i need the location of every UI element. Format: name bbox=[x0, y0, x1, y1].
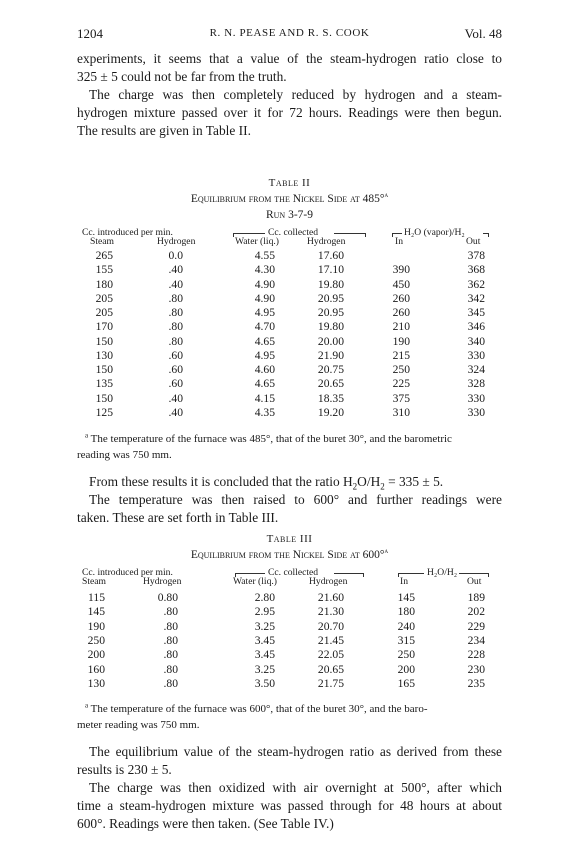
table3-row-cell: 3.45 bbox=[254, 648, 275, 662]
table2-row-cell: 4.90 bbox=[254, 277, 275, 291]
table2-row-cell: 328 bbox=[467, 377, 485, 391]
text-line: From these results it is concluded that the ratio H bbox=[89, 474, 353, 489]
footnote-line: reading was 750 mm. bbox=[77, 449, 172, 461]
table3-row-cell: .80 bbox=[163, 605, 178, 619]
table2-row-cell: 4.35 bbox=[254, 405, 275, 419]
table3-row-cell: .80 bbox=[163, 633, 178, 647]
table3-collected-brace-right bbox=[334, 573, 364, 574]
table3-header-hydrogen: Hydrogen bbox=[143, 576, 182, 587]
text-line: hydrogen mixture passed over it for 72 hours. Readings were then begun. bbox=[77, 105, 502, 120]
table2-row-cell: 378 bbox=[467, 249, 485, 262]
table2-row-cell: .60 bbox=[168, 377, 183, 391]
table2-row-cell: .60 bbox=[168, 363, 183, 376]
table2-row-cell: 215 bbox=[392, 348, 410, 362]
table2-row-cell: 4.65 bbox=[254, 377, 275, 391]
table2-row-cell: 4.90 bbox=[254, 291, 275, 305]
table3-header-collected: Cc. collected bbox=[268, 567, 319, 578]
table3-row-cell: 202 bbox=[467, 605, 485, 619]
table3-row-cell: 229 bbox=[467, 619, 485, 633]
running-head-authors: R. N. PEASE AND R. S. COOK bbox=[209, 27, 370, 39]
table2-row-cell: 190 bbox=[392, 334, 410, 348]
table2-row-cell: 17.60 bbox=[317, 249, 344, 262]
text-line: time a steam-hydrogen mixture was passed through for 48 hours at about bbox=[77, 798, 502, 813]
table2-row-cell: 19.80 bbox=[317, 320, 344, 334]
table3-row-cell: 200 bbox=[87, 648, 105, 662]
table2-row-cell: .60 bbox=[168, 348, 183, 362]
table2-row-cell: 20.75 bbox=[317, 363, 344, 376]
table2-row-cell: 20.95 bbox=[317, 291, 344, 305]
table2-row-cell: 362 bbox=[467, 277, 485, 291]
table2-row-cell: 368 bbox=[467, 263, 485, 277]
table3-row-cell: 315 bbox=[397, 633, 415, 647]
table2-header-introduced: Cc. introduced per min. bbox=[82, 227, 173, 238]
table3-caption-text: Equilibrium from the Nickel Side at 600° bbox=[190, 549, 385, 561]
text-line: The charge was then completely reduced by hydrogen and a steam- bbox=[89, 87, 502, 102]
table3-header-steam: Steam bbox=[82, 576, 106, 587]
table2-row-cell: 20.65 bbox=[317, 377, 344, 391]
subscript: 2 bbox=[352, 481, 358, 492]
table2-row-cell: .80 bbox=[168, 306, 183, 319]
table3-row-cell: 145 bbox=[397, 591, 415, 604]
table3-ratio-brace-right bbox=[459, 573, 489, 574]
table2-row-cell: 19.80 bbox=[317, 277, 344, 291]
table3-row-cell: 180 bbox=[397, 605, 415, 619]
table2-row-cell: .80 bbox=[168, 334, 183, 348]
table3-footnote bbox=[77, 701, 502, 733]
table2-row-cell: 205 bbox=[95, 291, 113, 305]
table2-caption bbox=[77, 193, 502, 205]
table2-row-cell: 450 bbox=[392, 277, 410, 291]
table3-row-cell: 230 bbox=[467, 662, 485, 676]
table2-row-cell: 330 bbox=[467, 405, 485, 419]
table3-row-cell: 3.50 bbox=[254, 676, 275, 690]
table2-row-cell: 4.65 bbox=[254, 334, 275, 348]
paragraph-equilibrium-600 bbox=[77, 743, 502, 779]
table3-row-cell: 2.95 bbox=[254, 605, 275, 619]
table2-row-cell: 150 bbox=[95, 391, 113, 405]
table2-row-cell: .80 bbox=[168, 320, 183, 334]
paragraph-reduction bbox=[77, 86, 502, 140]
table2-row-cell: 4.55 bbox=[254, 249, 275, 262]
table3-row-cell: 3.25 bbox=[254, 619, 275, 633]
table3-label: Table III bbox=[266, 533, 313, 545]
table3-row-cell: .80 bbox=[163, 619, 178, 633]
table3-row-cell: .80 bbox=[163, 676, 178, 690]
table3-footnote-marker: a bbox=[85, 701, 89, 710]
table3-row-cell: 21.45 bbox=[317, 633, 344, 647]
table3-row-cell: 0.80 bbox=[157, 591, 178, 604]
table2-row-cell: 4.95 bbox=[254, 348, 275, 362]
table2-row-cell: 20.95 bbox=[317, 306, 344, 319]
table2-row-cell: 150 bbox=[95, 334, 113, 348]
table2-row-cell: 19.20 bbox=[317, 405, 344, 419]
table2-row-cell: 330 bbox=[467, 348, 485, 362]
text-fragment: = 335 ± 5. bbox=[384, 474, 444, 489]
table2-row-cell: 21.90 bbox=[317, 348, 344, 362]
paragraph-continuation bbox=[77, 50, 502, 86]
table3-row-cell: 2.80 bbox=[254, 591, 275, 604]
table2-caption-marker: a bbox=[384, 191, 389, 200]
table3-header-in: In bbox=[400, 576, 408, 587]
table2-header-steam: Steam bbox=[90, 236, 114, 247]
text-line: taken. These are set forth in Table III. bbox=[77, 510, 279, 525]
table2-row-cell: 375 bbox=[392, 391, 410, 405]
table3-header-introduced: Cc. introduced per min. bbox=[82, 567, 173, 578]
table2-row-cell: 210 bbox=[392, 320, 410, 334]
text-line: The temperature was then raised to 600° and further readings were bbox=[89, 492, 502, 507]
table2-row-cell: 260 bbox=[392, 291, 410, 305]
footnote-line: The temperature of the furnace was 600°, that of the buret 30°, and the baro- bbox=[88, 703, 428, 715]
table2-row-cell: .40 bbox=[168, 263, 183, 277]
table2-collected-brace-right bbox=[334, 233, 366, 234]
table2-header-hydrogen2: Hydrogen bbox=[307, 236, 346, 247]
table2-header-water: Water (liq.) bbox=[235, 236, 279, 247]
text-line: experiments, it seems that a value of the steam-hydrogen ratio close to bbox=[77, 51, 502, 66]
table2-row-cell: 4.95 bbox=[254, 306, 275, 319]
text-fragment: O/H bbox=[357, 474, 381, 489]
table2-row-cell: .40 bbox=[168, 405, 183, 419]
table2-row-cell: 324 bbox=[467, 363, 485, 376]
text-line: The charge was then oxidized with air overnight at 500°, after which bbox=[89, 780, 502, 795]
table2-row-cell: 4.30 bbox=[254, 263, 275, 277]
table2-footnote-marker: a bbox=[85, 431, 89, 440]
table3-row-cell: 22.05 bbox=[317, 648, 344, 662]
table2-header-in: In bbox=[395, 236, 403, 247]
table2-row-cell: 260 bbox=[392, 306, 410, 319]
table2-row-cell: 20.00 bbox=[317, 334, 344, 348]
table3-row-cell: 20.65 bbox=[317, 662, 344, 676]
table2-row-cell: 225 bbox=[392, 377, 410, 391]
table2-row-cell: 180 bbox=[95, 277, 113, 291]
table3-ratio-brace-left bbox=[398, 573, 424, 574]
table2-row-cell: 310 bbox=[392, 405, 410, 419]
table3-row-cell: 189 bbox=[467, 591, 485, 604]
table2-header-collected: Cc. collected bbox=[268, 227, 319, 238]
table2-row-cell: 205 bbox=[95, 306, 113, 319]
table3-header-out: Out bbox=[467, 576, 482, 587]
text-line: 325 ± 5 could not be far from the truth. bbox=[77, 69, 287, 84]
table2-row-cell: 125 bbox=[95, 405, 113, 419]
table3-row-cell: 21.30 bbox=[317, 605, 344, 619]
table2-header-ratio: H₂O (vapor)/H₂ bbox=[404, 227, 465, 238]
table2-row-cell: 340 bbox=[467, 334, 485, 348]
table2-header-hydrogen: Hydrogen bbox=[157, 236, 196, 247]
table3-caption bbox=[77, 549, 502, 561]
table2-row-cell: 342 bbox=[467, 291, 485, 305]
table2-ratio-brace-left bbox=[392, 233, 402, 234]
table3-row-cell: 250 bbox=[397, 648, 415, 662]
table3-row-cell: .80 bbox=[163, 648, 178, 662]
footnote-line: meter reading was 750 mm. bbox=[77, 719, 200, 731]
table3-row-cell: 115 bbox=[88, 591, 105, 604]
table3-row-cell: 190 bbox=[87, 619, 105, 633]
table3-row-cell: .80 bbox=[163, 662, 178, 676]
table2-row-cell: 135 bbox=[95, 377, 113, 391]
table2-row-cell: 170 bbox=[95, 320, 113, 334]
table2-row-cell: .40 bbox=[168, 277, 183, 291]
table3-header-water: Water (liq.) bbox=[233, 576, 277, 587]
table2-row-cell: 4.70 bbox=[254, 320, 275, 334]
table2-footnote bbox=[77, 431, 502, 463]
table2-row-cell: 0.0 bbox=[168, 249, 183, 262]
table3-row-cell: 20.70 bbox=[317, 619, 344, 633]
table3-row-cell: 234 bbox=[467, 633, 485, 647]
table3-row-cell: 3.45 bbox=[254, 633, 275, 647]
table2-row-cell: 390 bbox=[392, 263, 410, 277]
table3-row-cell: 21.60 bbox=[317, 591, 344, 604]
table2-ratio-brace-right bbox=[483, 233, 489, 234]
table3-header-hydrogen2: Hydrogen bbox=[309, 576, 348, 587]
table3-row-cell: 165 bbox=[397, 676, 415, 690]
table2-row-cell: 345 bbox=[467, 306, 485, 319]
table3-row-cell: 130 bbox=[87, 676, 105, 690]
table3-row-cell: 145 bbox=[87, 605, 105, 619]
table2-row-cell: 4.60 bbox=[254, 363, 275, 376]
table3-row-cell: 21.75 bbox=[317, 676, 344, 690]
table3-row-cell: 250 bbox=[87, 633, 105, 647]
table2-label: Table II bbox=[268, 177, 311, 189]
table2-row-cell: 346 bbox=[467, 320, 485, 334]
table2-row-cell: 250 bbox=[392, 363, 410, 376]
table3-row-cell: 235 bbox=[467, 676, 485, 690]
table2-row-cell: 330 bbox=[467, 391, 485, 405]
subscript: 2 bbox=[380, 481, 385, 492]
paragraph-conclusion-485 bbox=[77, 473, 502, 491]
text-line: 600°. Readings were then taken. (See Table IV.) bbox=[77, 816, 334, 831]
table2-row-cell: 17.10 bbox=[317, 263, 344, 277]
footnote-line: The temperature of the furnace was 485°, that of the buret 30°, and the barometric bbox=[88, 433, 452, 445]
table3-caption-marker: a bbox=[384, 547, 389, 556]
table2-row-cell: 150 bbox=[95, 363, 113, 376]
volume-number: Vol. 48 bbox=[464, 26, 502, 41]
table3-row-cell: 200 bbox=[397, 662, 415, 676]
paragraph-temperature-raise bbox=[77, 491, 502, 527]
table2-row-cell: 265 bbox=[95, 249, 113, 262]
table3-collected-brace-left bbox=[235, 573, 265, 574]
table2-row-cell: .80 bbox=[168, 291, 183, 305]
table3-row-cell: 160 bbox=[87, 662, 105, 676]
table2-row-cell: 155 bbox=[95, 263, 113, 277]
table3-row-cell: 228 bbox=[467, 648, 485, 662]
table2-run: Run 3-7-9 bbox=[265, 209, 313, 221]
table2-row-cell: 130 bbox=[95, 348, 113, 362]
table3-header-ratio: H₂O/H₂ bbox=[427, 567, 458, 578]
text-line: The results are given in Table II. bbox=[77, 123, 251, 138]
table2-caption-text: Equilibrium from the Nickel Side at 485° bbox=[190, 193, 385, 205]
table2-collected-brace-left bbox=[233, 233, 265, 234]
text-line: results is 230 ± 5. bbox=[77, 762, 172, 777]
page-number: 1204 bbox=[77, 26, 103, 41]
table2-row-cell: 18.35 bbox=[317, 391, 344, 405]
text-line: The equilibrium value of the steam-hydrogen ratio as derived from these bbox=[89, 744, 502, 759]
table2-row-cell: .40 bbox=[168, 391, 183, 405]
running-header bbox=[77, 26, 502, 44]
table2-header-out: Out bbox=[466, 236, 481, 247]
table3-row-cell: 3.25 bbox=[254, 662, 275, 676]
table3-row-cell: 240 bbox=[397, 619, 415, 633]
table2-row-cell: 4.15 bbox=[254, 391, 275, 405]
paragraph-oxidation bbox=[77, 779, 502, 833]
